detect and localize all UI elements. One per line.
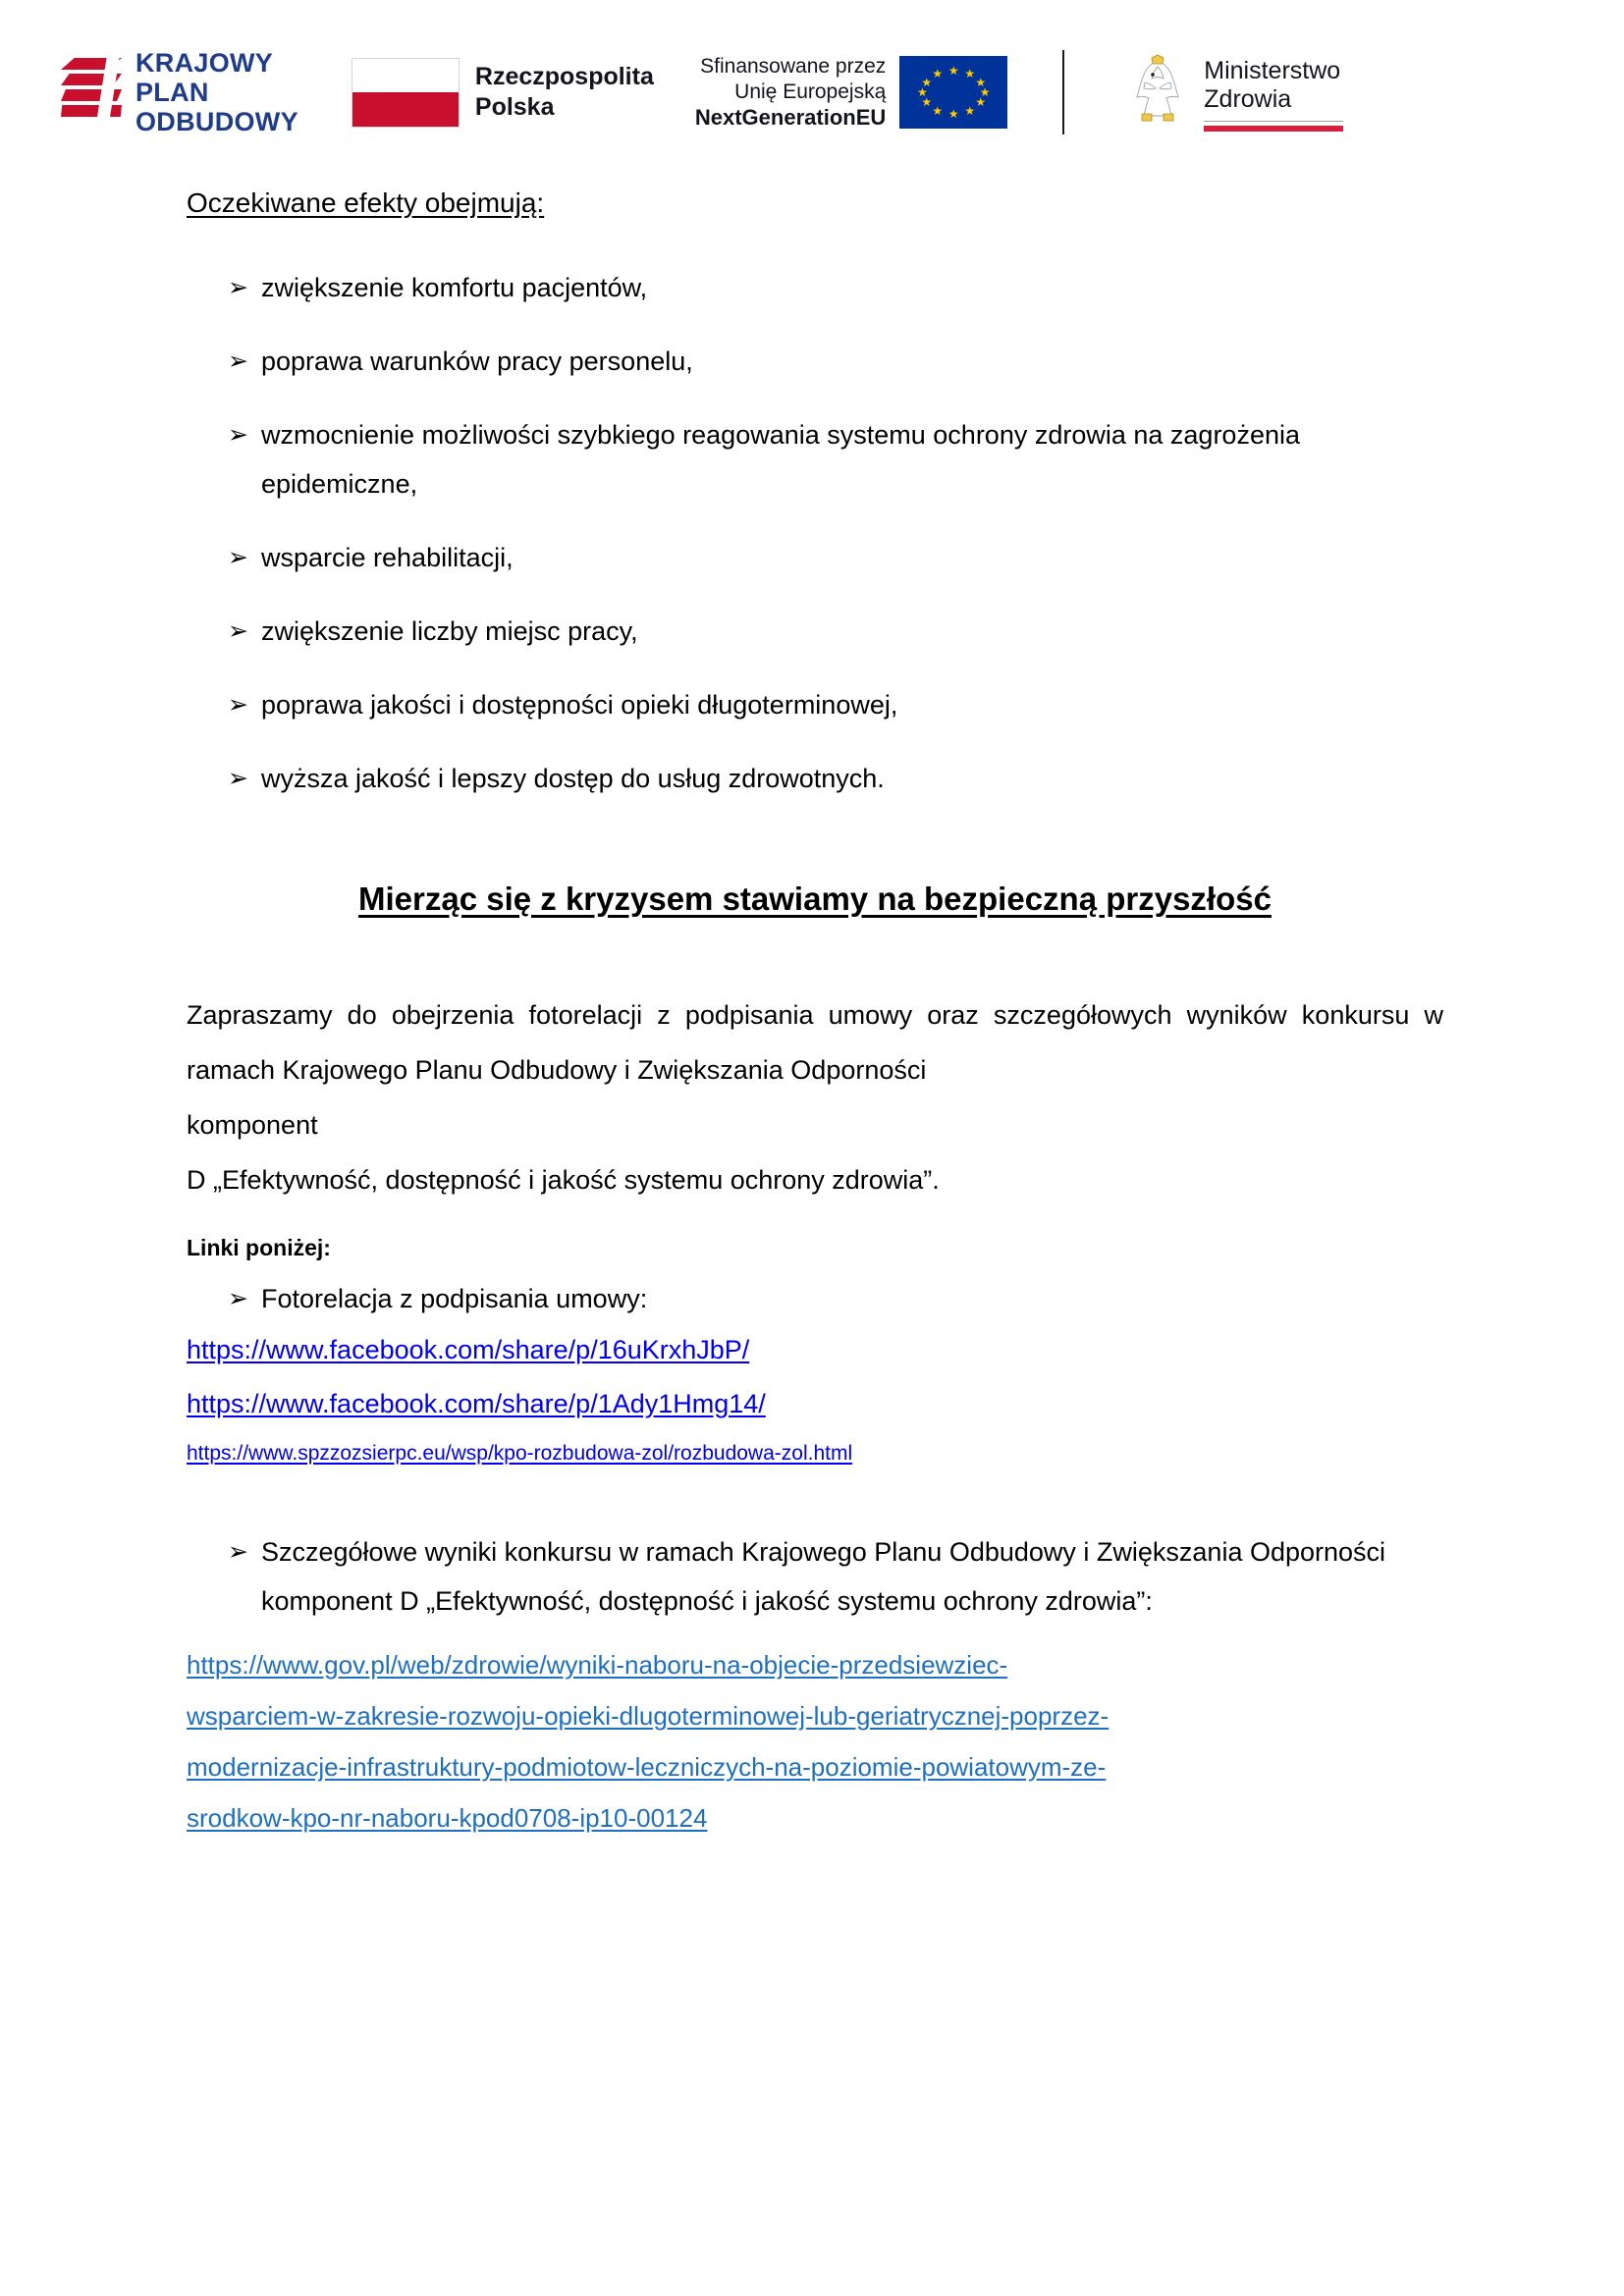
poland-line-1: Rzeczpospolita [474, 63, 654, 90]
eu-line-3: NextGenerationEU [694, 105, 887, 130]
arrow-bullet-icon: ➢ [228, 1538, 248, 1566]
competition-results-bullet-list [187, 1527, 1443, 1626]
list-item [187, 533, 1443, 582]
arrow-bullet-icon: ➢ [228, 765, 248, 792]
arrow-bullet-icon: ➢ [228, 421, 248, 449]
poland-logo-text [475, 62, 654, 123]
header-logo-bar [0, 37, 1624, 147]
links-label: Linki poniżej: [187, 1235, 331, 1260]
list-item-label: Fotorelacja z podpisania umowy: [261, 1284, 648, 1313]
ministry-line-2: Zdrowia [1204, 85, 1292, 113]
arrow-bullet-icon: ➢ [228, 691, 248, 719]
krajowy-plan-odbudowy-logo [61, 48, 298, 136]
list-item [187, 263, 1443, 312]
list-item-label: zwiększenie komfortu pacjentów, [261, 273, 648, 302]
ministry-line-1: Ministerstwo [1204, 57, 1341, 84]
list-item [187, 1274, 1443, 1323]
kpo-building-icon [61, 56, 122, 129]
arrow-bullet-icon: ➢ [228, 274, 248, 301]
ministry-logo-text [1204, 57, 1343, 114]
list-item-label: poprawa jakości i dostępności opieki długoterminowej, [261, 690, 898, 720]
kpo-line-2: PLAN [135, 78, 209, 107]
eu-logo-text [695, 54, 886, 131]
gov-results-link[interactable] [187, 1639, 1443, 1843]
kpo-logo-text [135, 48, 298, 136]
photo-report-bullet-list [187, 1274, 1443, 1323]
gov-link-line-2[interactable]: wsparciem-w-zakresie-rozwoju-opieki-dlugoterminowej-lub-geriatrycznej-poprzez- [187, 1701, 1110, 1731]
eu-flag-icon: ★ ★ ★ ★ ★ ★ ★ ★ ★ ★ ★ ★ [899, 56, 1007, 129]
ministerstwo-zdrowia-logo [1125, 53, 1343, 132]
eu-line-2: Unię Europejską [734, 80, 887, 103]
header-vertical-divider [1062, 50, 1064, 134]
section-heading: Mierząc się z kryzysem stawiamy na bezpieczną przyszłość [358, 881, 1272, 917]
document-content [187, 187, 1443, 1843]
list-item-label: wsparcie rehabilitacji, [261, 543, 514, 572]
polish-flag-icon [352, 58, 460, 128]
polish-eagle-icon [1125, 53, 1190, 124]
list-item [187, 680, 1443, 729]
hospital-website-link[interactable]: https://www.spzzozsierpc.eu/wsp/kpo-rozbudowa-zol/rozbudowa-zol.html [187, 1442, 853, 1465]
list-item-label: Szczegółowe wyniki konkursu w ramach Krajowego Planu Odbudowy i Zwiększania Odporności komponent D „Efektywność, dostępność i jakość systemu ochrony zdrowia”: [261, 1537, 1386, 1616]
gov-link-line-1[interactable]: https://www.gov.pl/web/zdrowie/wyniki-naboru-na-objecie-przedsiewziec- [187, 1650, 1008, 1680]
gov-link-line-4[interactable]: srodkow-kpo-nr-naboru-kpod0708-ip10-00124 [187, 1803, 708, 1833]
expected-effects-heading: Oczekiwane efekty obejmują: [187, 187, 545, 218]
list-item [187, 607, 1443, 656]
arrow-bullet-icon: ➢ [228, 617, 248, 645]
intro-paragraph: Zapraszamy do obejrzenia fotorelacji z podpisania umowy oraz szczegółowych wyników konkursu w ramach Krajowego Planu Odbudowy i Zwiększania Odporności [187, 1000, 1443, 1085]
gov-link-line-3[interactable]: modernizacje-infrastruktury-podmiotow-leczniczych-na-poziomie-powiatowym-ze- [187, 1752, 1107, 1782]
poland-line-2: Polska [474, 93, 555, 121]
facebook-link-1[interactable]: https://www.facebook.com/share/p/16uKrxhJbP/ [187, 1335, 750, 1364]
ministry-logo-rules [1204, 121, 1343, 132]
list-item [187, 754, 1443, 803]
list-item [187, 1527, 1443, 1626]
list-item-label: wyższa jakość i lepszy dostęp do usług zdrowotnych. [261, 764, 885, 793]
facebook-link-2[interactable]: https://www.facebook.com/share/p/1Ady1Hmg14/ [187, 1389, 766, 1418]
arrow-bullet-icon: ➢ [228, 1285, 248, 1312]
kpo-line-1: KRAJOWY [135, 48, 274, 78]
list-item [187, 410, 1443, 508]
intro-component-d-line: D „Efektywność, dostępność i jakość systemu ochrony zdrowia”. [187, 1165, 940, 1195]
expected-effects-list [187, 263, 1443, 803]
rzeczpospolita-polska-logo [352, 58, 654, 128]
european-union-logo [695, 54, 1007, 131]
eu-line-1: Sfinansowane przez [700, 55, 887, 78]
list-item-label: poprawa warunków pracy personelu, [261, 347, 693, 376]
arrow-bullet-icon: ➢ [228, 347, 248, 375]
list-item [187, 337, 1443, 386]
list-item-label: wzmocnienie możliwości szybkiego reagowania systemu ochrony zdrowia na zagrożenia epidemiczne, [261, 420, 1300, 499]
arrow-bullet-icon: ➢ [228, 544, 248, 571]
intro-component-line: komponent [187, 1110, 318, 1140]
list-item-label: zwiększenie liczby miejsc pracy, [261, 616, 638, 646]
kpo-line-3: ODBUDOWY [135, 107, 298, 136]
